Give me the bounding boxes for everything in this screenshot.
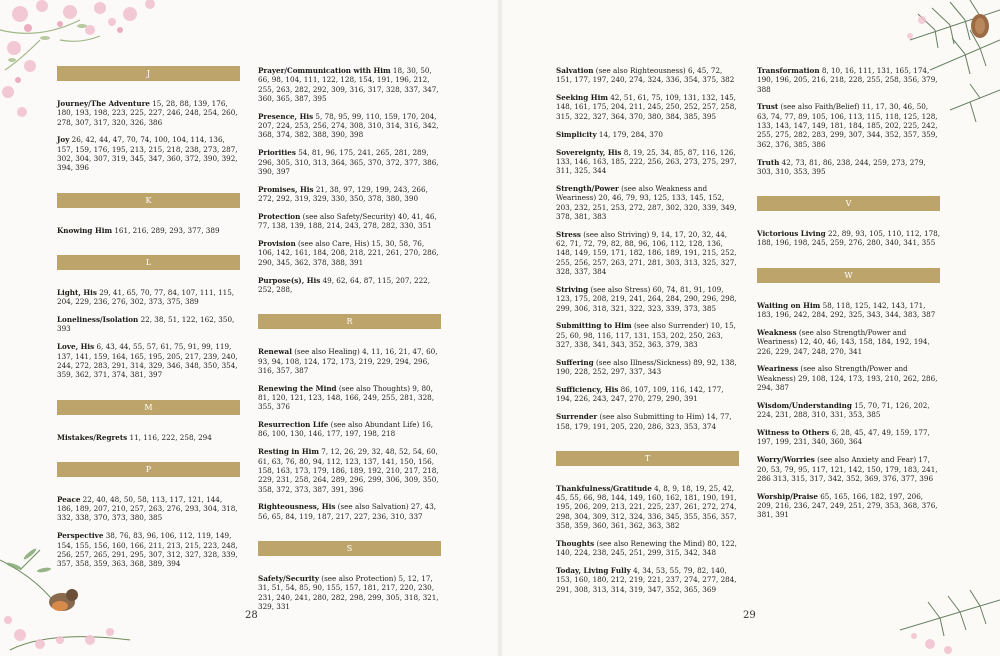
- page-references: 18, 30, 50, 66, 98, 104, 111, 122, 128, 154, 191, 196, 212, 255, 263, 282, 292, 309, 316, 317, 328, 337, 347, 360, 365, 387, 395: [258, 66, 439, 103]
- index-entry: [258, 148, 441, 176]
- index-entry: [757, 401, 940, 420]
- index-term: Safety/Security: [258, 574, 320, 584]
- index-term: Resting in Him: [258, 447, 319, 457]
- page-references: (see also Strength/Power and Weakness) 29, 108, 124, 173, 193, 210, 262, 286, 294, 387: [757, 364, 938, 393]
- page-references: (see also Submitting to Him) 14, 77, 158, 179, 191, 205, 220, 286, 323, 353, 374: [556, 412, 732, 431]
- index-entry: [258, 347, 441, 375]
- section-header-v: V: [757, 196, 940, 211]
- page-references: (see also Surrender) 10, 15, 25, 60, 98, 116, 117, 131, 153, 202, 250, 263, 327, 338, 341, 343, 352, 363, 379, 383: [556, 321, 736, 349]
- page-references: 22, 38, 51, 122, 162, 350, 393: [57, 315, 235, 334]
- section-header-r: R: [258, 314, 441, 329]
- index-term: Presence, His: [258, 111, 314, 121]
- index-term: Purpose(s), His: [258, 275, 321, 285]
- left-page-column-1: [57, 66, 240, 577]
- index-entry: [258, 276, 441, 295]
- page-references: (see also Righteousness) 6, 45, 72, 151, 177, 197, 240, 274, 324, 336, 354, 375, 382: [556, 66, 735, 85]
- index-entry: [556, 93, 739, 121]
- index-term: Loneliness/Isolation: [57, 315, 139, 325]
- index-term: Worry/Worries: [757, 455, 815, 465]
- index-term: Worship/Praise: [757, 491, 818, 501]
- page-references: 4, 8, 9, 18, 19, 25, 42, 45, 55, 66, 98, 144, 149, 160, 162, 181, 190, 191, 195, 206, 209, 213, 221, 225, 237, 261, 272, 274, 298, 304, 309, 312, 324, 336, 345, 355, 356, 357, 358, 359, 360, 361, 362, 363, 382: [556, 483, 737, 531]
- right-page: [500, 0, 1000, 656]
- section-header-t: T: [556, 451, 739, 466]
- index-entry: [757, 455, 940, 483]
- index-term: Surrender: [556, 412, 598, 422]
- index-term: Provision: [258, 239, 296, 249]
- index-entry: [57, 99, 240, 127]
- index-term: Renewal: [258, 347, 292, 357]
- index-term: Witness to Others: [757, 428, 830, 438]
- index-entry: [757, 102, 940, 148]
- page-references: 15, 28, 88, 139, 176, 180, 193, 198, 223, 225, 227, 246, 248, 254, 260, 278, 307, 317, 320, 326, 386: [57, 99, 238, 127]
- index-term: Thoughts: [556, 538, 595, 548]
- index-term: Sufficiency, His: [556, 385, 619, 395]
- index-term: Journey/The Adventure: [57, 99, 150, 108]
- page-references: (see also Healing) 4, 11, 16, 21, 47, 60, 93, 94, 108, 124, 172, 173, 219, 229, 294, 296, 316, 357, 387: [258, 347, 438, 375]
- index-term: Peace: [57, 494, 81, 504]
- index-entry: [757, 328, 940, 356]
- index-entry: [57, 342, 240, 379]
- page-references: (see also Thoughts) 9, 80, 81, 120, 121, 123, 148, 166, 249, 255, 281, 328, 355, 376: [258, 383, 435, 412]
- index-entry: [258, 502, 441, 521]
- page-references: 58, 118, 125, 142, 143, 171, 183, 196, 242, 284, 292, 325, 343, 344, 383, 387: [757, 300, 936, 320]
- index-entry: [757, 229, 940, 248]
- index-entry: [757, 492, 940, 520]
- index-entry: [757, 301, 940, 320]
- index-term: Stress: [556, 229, 581, 239]
- index-term: Perspective: [57, 531, 104, 541]
- page-references: 86, 107, 109, 116, 142, 177, 194, 226, 243, 247, 270, 279, 290, 391: [556, 385, 724, 404]
- section-header-j: J: [57, 66, 240, 81]
- index-term: Today, Living Fully: [556, 566, 631, 576]
- index-entry: [556, 321, 739, 349]
- page-references: (see also Salvation) 27, 43, 56, 65, 84, 119, 187, 217, 227, 236, 310, 337: [258, 502, 437, 521]
- index-entry: [757, 158, 940, 177]
- page-references: 7, 12, 26, 29, 32, 48, 52, 54, 60, 61, 63, 76, 80, 94, 112, 123, 137, 141, 150, 156, 158, 163, 173, 179, 186, 189, 192, 210, 217, 218, 229, 231, 258, 264, 289, 296, 299, 306, 309, 350, 358, 372, 373, 387, 391, 396: [258, 447, 439, 494]
- index-term: Mistakes/Regrets: [57, 432, 128, 442]
- index-entry: [556, 412, 739, 431]
- section-header-p: P: [57, 462, 240, 477]
- index-term: Truth: [757, 157, 780, 167]
- index-entry: [556, 66, 739, 85]
- index-term: Trust: [757, 102, 779, 112]
- index-entry: [57, 135, 240, 172]
- index-term: Strength/Power: [556, 184, 619, 194]
- index-term: Weakness: [757, 327, 797, 337]
- index-entry: [57, 226, 240, 235]
- page-references: 4, 34, 53, 55, 79, 82, 140, 153, 160, 180, 212, 219, 221, 237, 274, 277, 284, 291, 308, 313, 314, 319, 347, 352, 365, 369: [556, 566, 737, 594]
- index-entry: [258, 384, 441, 412]
- index-term: Submitting to Him: [556, 321, 632, 331]
- index-entry: [757, 364, 940, 392]
- page-references: (see also Illness/Sickness) 89, 92, 138, 190, 228, 252, 297, 337, 343: [556, 357, 737, 377]
- section-header-w: W: [757, 268, 940, 283]
- page-references: 8, 19, 25, 34, 85, 87, 116, 126, 133, 146, 163, 185, 222, 256, 263, 273, 275, 297, 311, 325, 344: [556, 147, 737, 176]
- index-entry: [57, 288, 240, 307]
- index-entry: [258, 212, 441, 231]
- page-references: 6, 43, 44, 55, 57, 61, 75, 91, 99, 119, 137, 141, 159, 164, 165, 195, 205, 217, 239, 240, 244, 272, 283, 291, 314, 329, 346, 348, 350, 354, 359, 362, 371, 374, 381, 397: [57, 342, 238, 380]
- index-entry: [556, 230, 739, 276]
- index-term: Salvation: [556, 66, 594, 75]
- index-entry: [258, 420, 441, 439]
- index-term: Resurrection Life: [258, 420, 329, 430]
- index-term: Renewing the Mind: [258, 383, 337, 393]
- index-term: Promises, His: [258, 184, 314, 194]
- index-entry: [258, 239, 441, 267]
- page-references: 38, 76, 83, 96, 106, 112, 119, 149, 154, 155, 156, 160, 166, 211, 213, 215, 223, 248, 256, 257, 265, 291, 295, 307, 312, 327, 328, 339, 357, 358, 359, 363, 368, 389, 394: [57, 531, 238, 569]
- page-references: (see also Strength/Power and Weariness) 12, 40, 46, 143, 158, 184, 192, 194, 226, 229, 247, 248, 270, 341: [757, 327, 930, 356]
- section-header-m: M: [57, 400, 240, 415]
- index-term: Sovereignty, His: [556, 147, 622, 157]
- index-term: Light, His: [57, 287, 97, 297]
- page-references: (see also Safety/Security) 40, 41, 46, 77, 138, 139, 188, 214, 243, 278, 282, 330, 351: [258, 211, 437, 231]
- page-references: 22, 40, 48, 50, 58, 113, 117, 121, 144, 186, 189, 207, 210, 257, 263, 276, 293, 304, 318, 332, 338, 370, 373, 380, 385: [57, 494, 238, 523]
- page-references: 42, 51, 61, 75, 109, 131, 132, 145, 148, 161, 175, 204, 211, 245, 250, 252, 257, 258, 315, 322, 327, 364, 370, 380, 384, 385, 395: [556, 93, 737, 121]
- index-entry: [258, 66, 441, 103]
- page-references: 11, 116, 222, 258, 294: [127, 432, 212, 442]
- section-header-s: S: [258, 541, 441, 556]
- page-references: 6, 28, 45, 47, 49, 159, 177, 197, 199, 231, 340, 360, 364: [757, 428, 930, 447]
- index-term: Thankfulness/Gratitude: [556, 483, 652, 493]
- page-references: 42, 73, 81, 86, 238, 244, 259, 273, 279, 303, 310, 353, 395: [757, 157, 926, 176]
- page-references: 21, 38, 97, 129, 199, 243, 266, 272, 292, 319, 329, 330, 350, 378, 380, 390: [258, 184, 428, 204]
- page-references: (see also Faith/Belief) 11, 17, 30, 46, 50, 63, 74, 77, 89, 105, 106, 113, 115, 118, 125, 128, 133, 143, 147, 149, 181, 184, 185, 202, 225, 242, 255, 275, 282, 283, 299, 307, 344, 352, 357, 359, 362, 376, 385, 386: [757, 102, 938, 149]
- page-references: 22, 89, 93, 105, 110, 112, 178, 188, 196, 198, 245, 259, 276, 280, 340, 341, 355: [757, 229, 941, 248]
- page-references: 5, 78, 95, 99, 110, 159, 170, 204, 207, 224, 253, 256, 274, 308, 310, 314, 316, 342, 368, 374, 382, 388, 390, 398: [258, 111, 439, 140]
- pine-branch-decoration-bottom-right: [890, 570, 1000, 656]
- index-entry: [57, 531, 240, 568]
- index-term: Priorities: [258, 148, 296, 158]
- page-references: 15, 70, 71, 126, 202, 224, 231, 288, 310, 331, 353, 385: [757, 400, 930, 420]
- page-references: 8, 10, 16, 111, 131, 165, 174, 190, 196, 205, 216, 218, 228, 255, 258, 356, 379, 388: [757, 66, 938, 94]
- index-term: Striving: [556, 284, 589, 294]
- index-term: Joy: [57, 135, 70, 145]
- index-term: Seeking Him: [556, 93, 608, 103]
- page-number-left: 28: [245, 610, 258, 621]
- page-references: 54, 81, 96, 175, 241, 265, 281, 289, 296, 305, 310, 313, 364, 365, 370, 372, 377, 386, 390, 397: [258, 148, 439, 176]
- index-entry: [258, 574, 441, 611]
- index-term: Love, His: [57, 342, 95, 352]
- index-term: Victorious Living: [757, 229, 826, 239]
- index-term: Wisdom/Understanding: [757, 400, 852, 410]
- right-page-column-1: [556, 66, 739, 603]
- index-entry: [258, 112, 441, 140]
- index-term: Transformation: [757, 66, 820, 75]
- index-term: Righteousness, His: [258, 502, 336, 512]
- page-references: (see also Weakness and Weariness) 20, 46, 79, 93, 125, 133, 145, 152, 203, 232, 251, 253, 272, 287, 302, 320, 339, 349, 378, 381, 383: [556, 184, 737, 221]
- index-entry: [556, 484, 739, 530]
- page-references: (see also Renewing the Mind) 80, 122, 140, 224, 238, 245, 251, 299, 315, 342, 348: [556, 538, 737, 558]
- index-term: Prayer/Communication with Him: [258, 66, 391, 75]
- index-entry: [258, 185, 441, 204]
- index-entry: [57, 315, 240, 334]
- page-references: 161, 216, 289, 293, 377, 389: [112, 225, 220, 235]
- index-entry: [57, 433, 240, 442]
- index-entry: [258, 447, 441, 493]
- index-entry: [556, 184, 739, 221]
- section-header-k: K: [57, 193, 240, 208]
- page-references: (see also Abundant Life) 16, 86, 100, 130, 146, 177, 197, 198, 218: [258, 420, 434, 439]
- index-term: Weariness: [757, 364, 799, 374]
- page-references: 26, 42, 44, 47, 70, 74, 100, 104, 114, 136, 157, 159, 176, 195, 213, 215, 218, 238, 273, 287, 302, 304, 307, 319, 345, 347, 360, 372, 390, 392, 394, 396: [57, 135, 238, 173]
- index-entry: [556, 130, 739, 139]
- index-entry: [556, 285, 739, 313]
- index-entry: [556, 385, 739, 404]
- page-references: (see also Care, His) 15, 30, 58, 76, 106, 142, 161, 184, 208, 218, 221, 261, 270, 286, 290, 345, 362, 378, 388, 391: [258, 239, 439, 267]
- section-header-l: L: [57, 255, 240, 270]
- index-term: Knowing Him: [57, 225, 113, 235]
- page-references: 29, 41, 65, 70, 77, 84, 107, 111, 115, 204, 229, 236, 276, 302, 373, 375, 389: [57, 287, 235, 307]
- index-term: Simplicity: [556, 129, 597, 139]
- index-entry: [757, 428, 940, 447]
- page-references: (see also Striving) 9, 14, 17, 20, 32, 44, 62, 71, 72, 79, 82, 88, 96, 106, 112, 128, 136, 148, 149, 159, 171, 182, 186, 189, 191, 215, 252, 255, 256, 257, 263, 271, 281, 303, 313, 325, 327, 328, 337, 384: [556, 229, 737, 277]
- page-references: 14, 179, 284, 370: [596, 129, 663, 139]
- index-entry: [757, 66, 940, 94]
- right-page-column-2: [757, 66, 940, 528]
- index-entry: [556, 539, 739, 558]
- index-entry: [556, 566, 739, 594]
- page-references: (see also Anxiety and Fear) 17, 20, 53, 79, 95, 117, 121, 142, 150, 179, 183, 241, 286 313, 315, 317, 342, 352, 369, 376, 377, 396: [757, 455, 938, 483]
- index-entry: [556, 148, 739, 176]
- page-references: 49, 62, 64, 87, 115, 207, 222, 252, 288,: [258, 275, 431, 294]
- index-term: Suffering: [556, 357, 594, 367]
- index-term: Protection: [258, 211, 301, 221]
- page-number-right: 29: [743, 610, 756, 621]
- index-entry: [556, 358, 739, 377]
- page-references: (see also Stress) 60, 74, 81, 91, 109, 123, 175, 208, 219, 241, 264, 284, 290, 296, 298, 299, 306, 318, 321, 322, 323, 339, 373, 385: [556, 284, 737, 313]
- book-gutter: [497, 0, 503, 656]
- page-references: 65, 165, 166, 182, 197, 206, 209, 216, 236, 247, 249, 251, 279, 353, 368, 376, 381, 391: [757, 491, 938, 520]
- left-page-column-2: [258, 66, 441, 620]
- index-term: Waiting on Him: [757, 300, 821, 310]
- page-references: (see also Protection) 5, 12, 17, 31, 51, 54, 85, 90, 155, 157, 181, 217, 220, 230, 231, 240, 241, 280, 282, 298, 299, 305, 318, 321, 329, 331: [258, 574, 439, 611]
- index-entry: [57, 495, 240, 523]
